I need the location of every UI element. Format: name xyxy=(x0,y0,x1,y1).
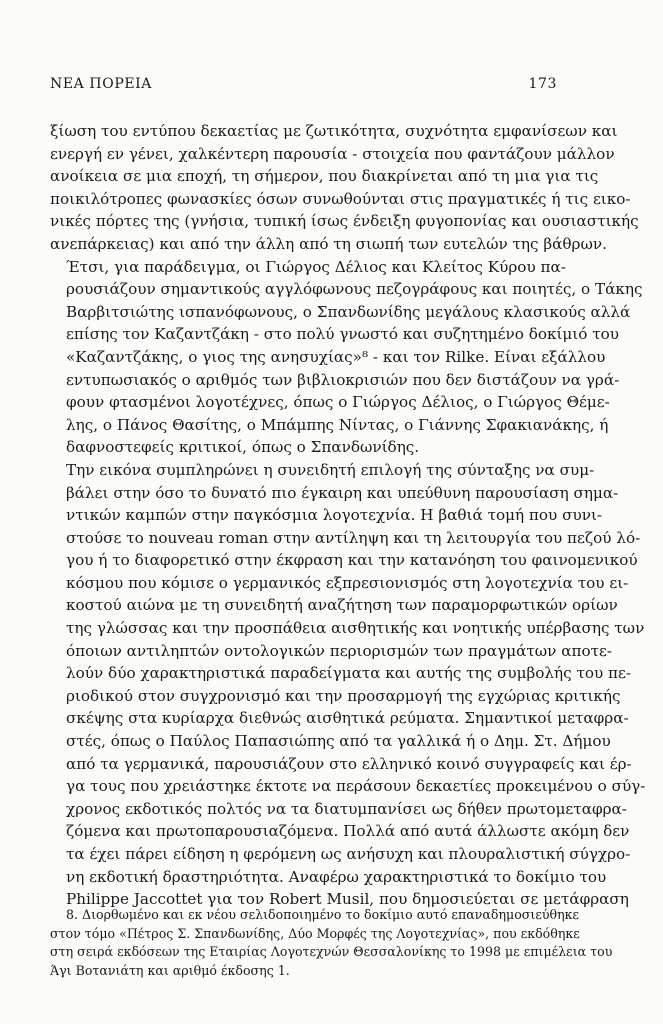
text-line: ενεργή εν γένει, χαλκέντερη παρουσία - στοιχεία που φαντάζουν μάλλον xyxy=(50,144,615,163)
text-line: ριοδικού στον συγχρονισμό και την προσαρμογή της εγχώριας κριτικής xyxy=(66,686,621,705)
footnote-line: 8. Διορθωμένο και εκ νέου σελιδοποιημένο το δοκίμιο αυτό επαναδημοσιεύθηκε xyxy=(66,907,580,922)
text-line: λης, ο Πάνος Θασίτης, ο Μπάμπης Νίντας, ο Γιάννης Σφακιανάκης, ή xyxy=(66,415,609,434)
text-line: Την εικόνα συμπληρώνει η συνειδητή επιλογή της σύνταξης να συμ- xyxy=(66,460,595,479)
text-line: χρονος εκδοτικός πολτός να τα διατυμπανίσει ως δήθεν πρωτομεταφρα- xyxy=(66,799,627,818)
text-line: ρουσιάζουν σημαντικούς αγγλόφωνους πεζογράφους και ποιητές, ο Τάκης xyxy=(66,280,643,299)
text-line: «Καζαντζάκης, ο γιος της ανησυχίας»⁸ - και τον Rilke. Είναι εξάλλου xyxy=(66,347,606,366)
text-line: της γλώσσας και την προσπάθεια αισθητικής και νοητικής υπέρβασης των xyxy=(66,619,645,638)
text-line: ντικών καμπών στην παγκόσμια λογοτεχνία. Η βαθιά τομή που συνι- xyxy=(66,506,603,525)
paragraph-1 xyxy=(50,120,639,256)
text-line: ανοίκεια σε μια εποχή, τη σήμερον, που διακρίνεται από τη μια για τις xyxy=(50,167,599,186)
running-header xyxy=(50,76,557,92)
text-line: φουν φτασμένοι λογοτέχνες, όπως ο Γιώργος Δέλιος, ο Γιώργος Θέμε- xyxy=(66,393,610,412)
text-line: κοστού αιώνα με τη συνειδητή αναζήτηση των παραμορφωτικών ορίων xyxy=(66,596,618,615)
text-line: Philippe Jaccottet για τον Robert Musil, που δημοσιεύεται σε μετάφραση xyxy=(66,890,629,909)
paragraph-3 xyxy=(50,459,646,911)
text-line: βάλει στην όσο το δυνατό πιο έγκαιρη και υπεύθυνη παρουσίαση σημα- xyxy=(66,483,619,502)
text-line: από τα γερμανικά, παρουσιάζουν στο ελληνικό κοινό συγγραφείς και έρ- xyxy=(66,754,632,773)
text-line: στούσε το nouveau roman στην αντίληψη και τη λειτουργία του πεζού λό- xyxy=(66,528,641,547)
main-text xyxy=(50,120,646,911)
text-line: Βαρβιτσιώτης ισπανόφωνους, ο Σπανδωνίδης μεγάλους κλασικούς αλλά xyxy=(66,302,631,321)
text-line: λούν δύο χαρακτηριστικά παραδείγματα και αυτής της συμβολής του πε- xyxy=(66,664,632,683)
text-line: γα τους που χρειάστηκε έκτοτε να περάσουν δεκαετίες προκειμένου ο σύγ- xyxy=(66,777,646,796)
text-line: επίσης τον Καζαντζάκη - στο πολύ γνωστό και συζητημένο δοκίμιό του xyxy=(66,325,620,344)
footnote-line: στον τόμο «Πέτρος Σ. Σπανδωνίδης, Δύο Μορφές της Λογοτεχνίας», που εκδόθηκε xyxy=(50,925,580,941)
text-line: νη εκδοτική δραστηριότητα. Αναφέρω χαρακτηριστικά το δοκίμιο του xyxy=(66,867,607,886)
text-line: ποικιλότροπες φωνασκίες όσων συνωθούνται στις πραγματικές ή τις εικο- xyxy=(50,189,631,208)
page-number: 173 xyxy=(528,76,557,92)
journal-title: ΝΕΑ ΠΟΡΕΙΑ xyxy=(50,76,152,92)
text-line: Έτσι, για παράδειγμα, οι Γιώργος Δέλιος και Κλείτος Κύρου πα- xyxy=(66,257,566,276)
text-line: τα έχει πάρει είδηση η φερόμενη ως ανήσυχη και πλουραλιστική σύγχρο- xyxy=(66,845,631,863)
footnote-line: στη σειρά εκδόσεων της Εταιρίας Λογοτεχνών Θεσσαλονίκης το 1998 με επιμέλεια του xyxy=(50,944,613,960)
text-line: εντυπωσιακός ο αριθμός των βιβλιοκρισιών που δεν διστάζουν να γρά- xyxy=(66,370,620,389)
text-line: ζόμενα και πρωτοπαρουσιαζόμενα. Πολλά από αυτά άλλωστε ακόμη δεν xyxy=(66,822,630,841)
text-line: σκέψης στα κυρίαρχα διεθνώς αισθητικά ρεύματα. Σημαντικοί μεταφρα- xyxy=(66,709,629,728)
text-line: κόσμου που κόμισε ο γερμανικός εξπρεσιονισμός στη λογοτεχνία του ει- xyxy=(66,573,629,592)
footnotes xyxy=(50,906,613,980)
text-line: δαφνοστεφείς κριτικοί, όπως ο Σπανδωνίδης. xyxy=(66,438,420,457)
text-line: ξίωση του εντύπου δεκαετίας με ζωτικότητα, συχνότητα εμφανίσεων και xyxy=(50,122,618,140)
text-line: στές, όπως ο Παύλος Παπασιώπης από τα γαλλικά ή ο Δημ. Στ. Δήμου xyxy=(66,732,611,751)
text-line: όποιων αντιληπτών οντολογικών περιορισμών των πραγμάτων αποτε- xyxy=(66,641,613,660)
text-line: γου ή το διαφορετικό στην έκφραση και την κατανόηση του φαινομενικού xyxy=(66,551,638,570)
text-line: ανεπάρκειας) και από την άλλη από τη σιωπή των ευτελών της βάθρων. xyxy=(50,234,607,253)
text-line: νικές πόρτες της (γνήσια, τυπική ίσως ένδειξη φυγοπονίας και ουσιαστικής xyxy=(50,212,639,231)
paragraph-2 xyxy=(50,256,643,459)
footnote-line: Άγι Βοτανιάτη και αριθμό έκδοσης 1. xyxy=(50,962,290,978)
